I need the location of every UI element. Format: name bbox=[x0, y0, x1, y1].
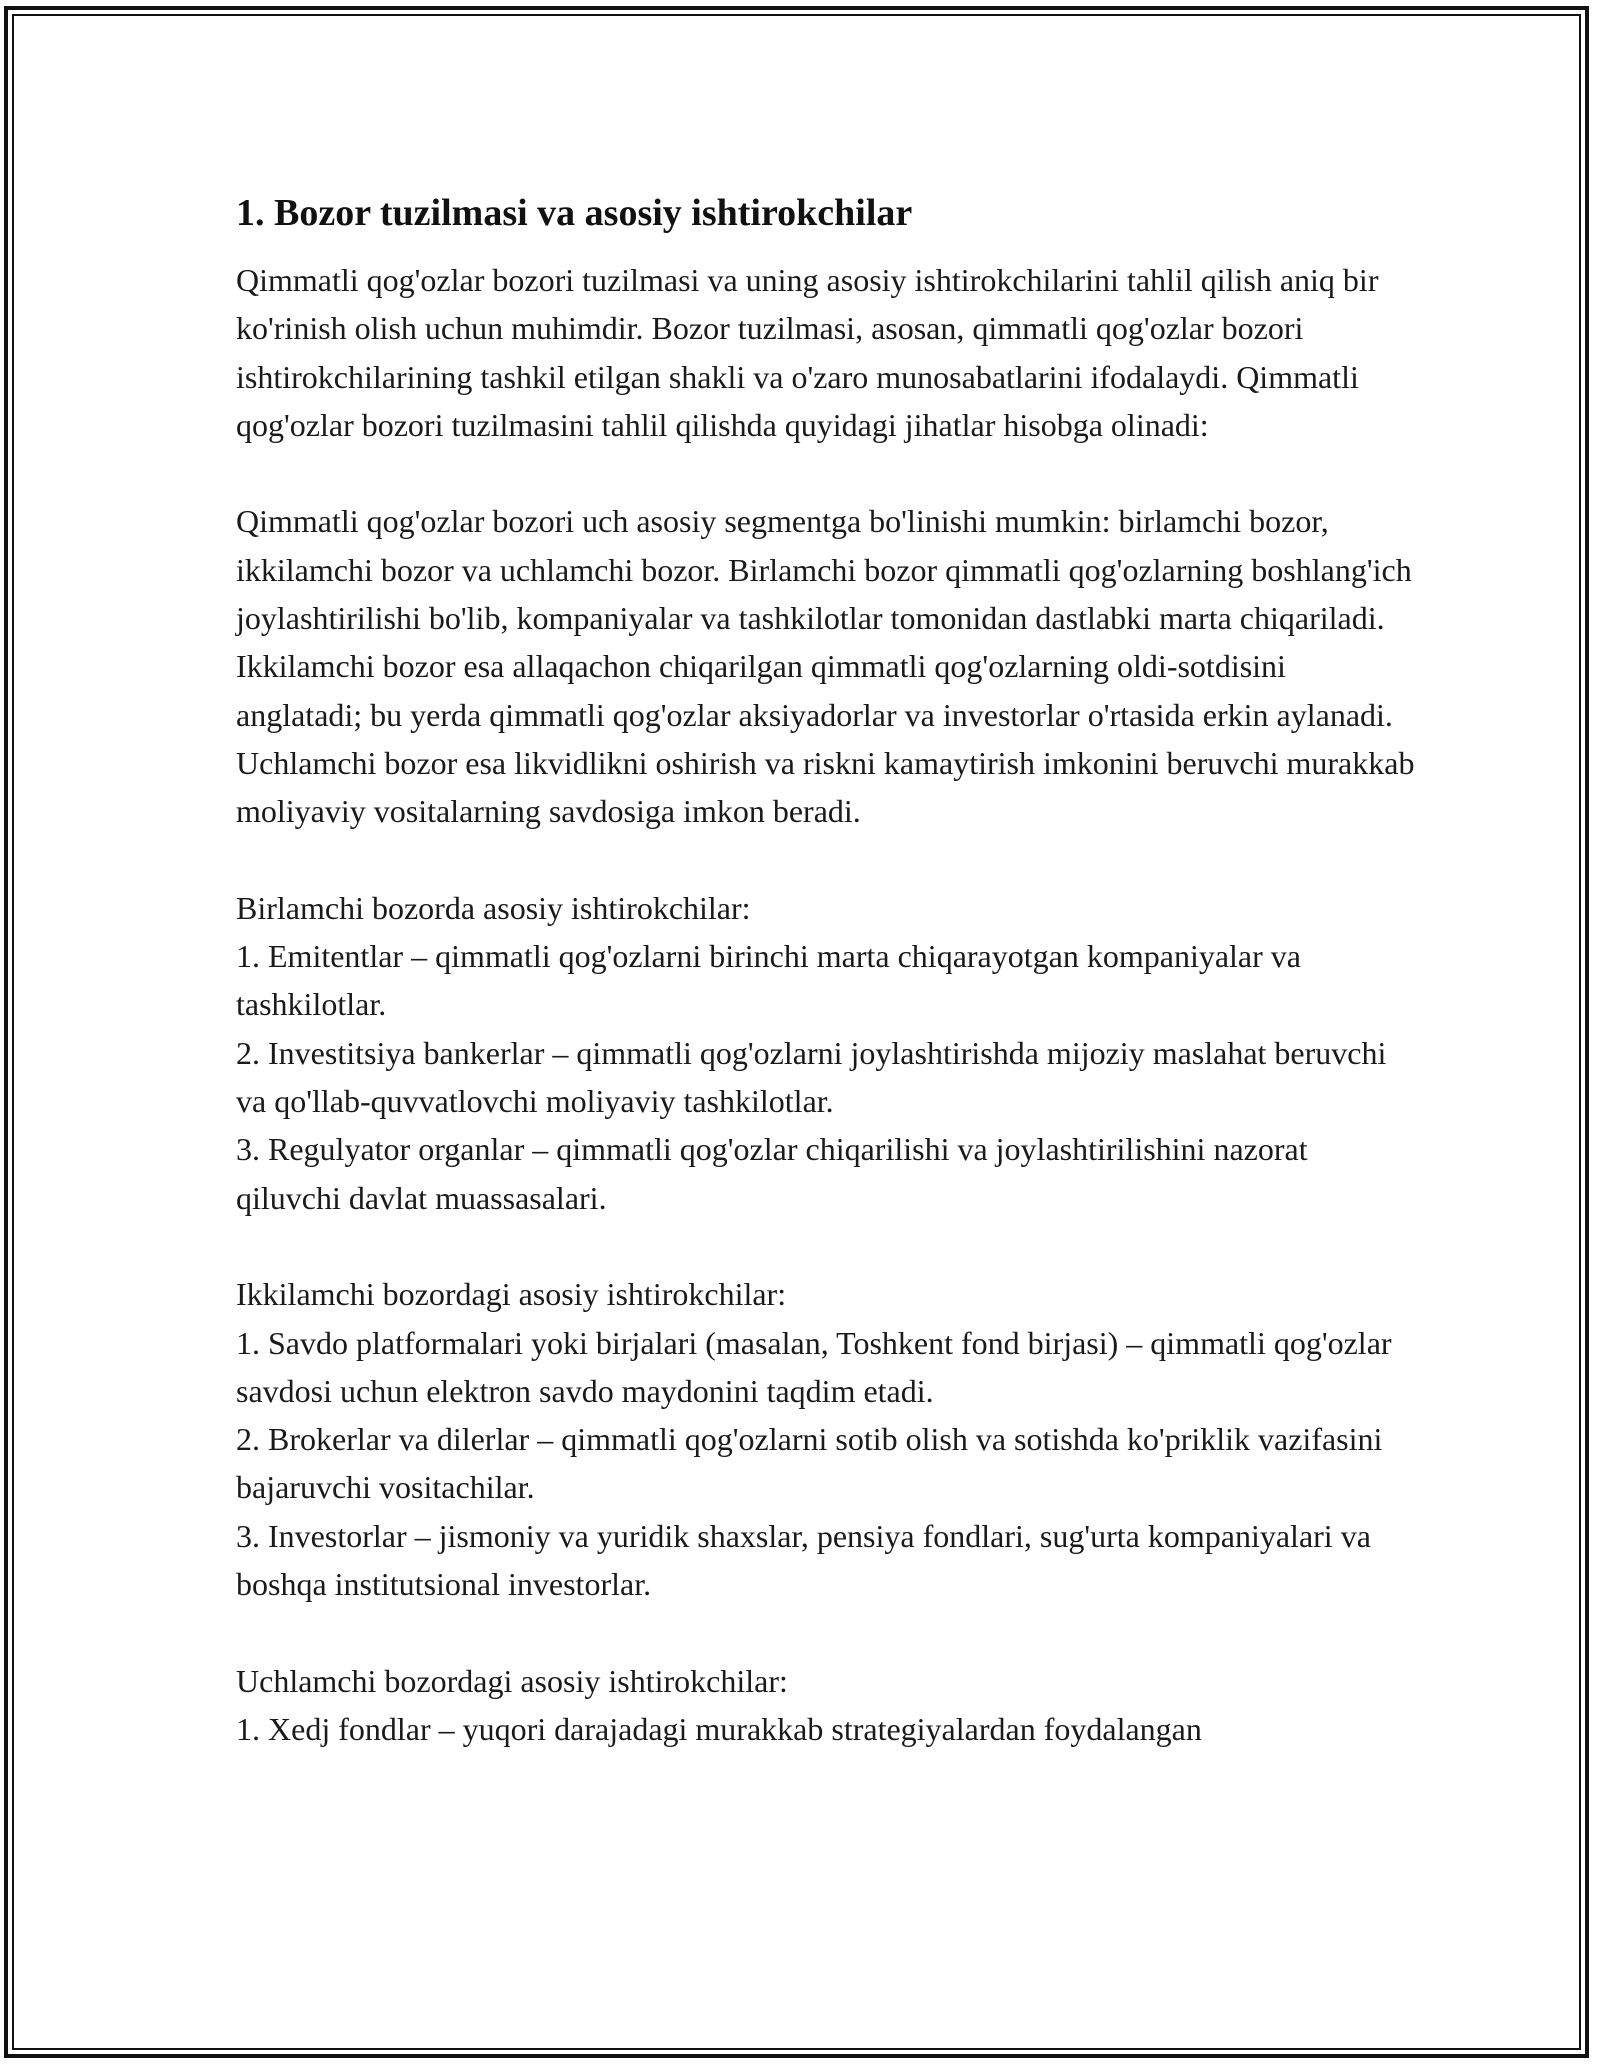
primary-market-item: 2. Investitsiya bankerlar – qimmatli qog'ozlarni joylashtirishda mijoziy maslahat beruvchi va qo'llab-quvvatlovchi moliyaviy tashkilotlar. bbox=[236, 1034, 1387, 1120]
document-body bbox=[236, 186, 1416, 1753]
intro-paragraph: Qimmatli qog'ozlar bozori tuzilmasi va uning asosiy ishtirokchilarini tahlil qilish aniq bir ko'rinish olish uchun muhimdir. Bozor tuzilmasi, asosan, qimmatli qog'ozlar bozori ishtirokchilarining tashkil etilgan shakli va o'zaro munosabatlarini ifodalaydi. Qimmatli qog'ozlar bozori tuzilmasini tahlil qilishda quyidagi jihatlar hisobga olinadi: bbox=[236, 262, 1379, 443]
paragraph-spacer bbox=[236, 1222, 1416, 1270]
paragraph-spacer bbox=[236, 836, 1416, 884]
secondary-market-item: 2. Brokerlar va dilerlar – qimmatli qog'ozlarni sotib olish va sotishda ko'priklik vazifasini bajaruvchi vositachilar. bbox=[236, 1421, 1383, 1506]
tertiary-market-item: 1. Xedj fondlar – yuqori darajadagi murakkab strategiyalardan foydalangan bbox=[236, 1710, 1202, 1747]
paragraph-spacer bbox=[236, 449, 1416, 497]
primary-market-item: 1. Emitentlar – qimmatli qog'ozlarni birinchi marta chiqarayotgan kompaniyalar va tashkilotlar. bbox=[236, 938, 1301, 1023]
paragraph-spacer bbox=[236, 1608, 1416, 1656]
secondary-market-title: Ikkilamchi bozordagi asosiy ishtirokchilar: bbox=[236, 1276, 787, 1313]
secondary-market-item: 3. Investorlar – jismoniy va yuridik shaxslar, pensiya fondlari, sug'urta kompaniyalari va boshqa institutsional investorlar. bbox=[236, 1517, 1371, 1603]
primary-market-item: 3. Regulyator organlar – qimmatli qog'ozlar chiqarilishi va joylashtirilishini nazorat qiluvchi davlat muassasalari. bbox=[236, 1131, 1308, 1216]
segments-paragraph: Qimmatli qog'ozlar bozori uch asosiy segmentga bo'linishi mumkin: birlamchi bozor, ikkilamchi bozor va uchlamchi bozor. Birlamchi bozor qimmatli qog'ozlarning boshlang'ich joylashtirilishi bo'lib, kompaniyalar va tashkilotlar tomonidan dastlabki marta chiqariladi. Ikkilamchi bozor esa allaqachon chiqarilgan qimmatli qog'ozlarning oldi-sotdisini anglatadi; bu yerda qimmatli qog'ozlar aksiyadorlar va investorlar o'rtasida erkin aylanadi. Uchlamchi bozor esa likvidlikni oshirish va riskni kamaytirish imkonini beruvchi murakkab moliyaviy vositalarning savdosiga imkon beradi. bbox=[236, 503, 1415, 830]
primary-market-title: Birlamchi bozorda asosiy ishtirokchilar: bbox=[236, 889, 751, 926]
section-heading: 1. Bozor tuzilmasi va asosiy ishtirokchilar bbox=[236, 192, 913, 234]
secondary-market-item: 1. Savdo platformalari yoki birjalari (masalan, Toshkent fond birjasi) – qimmatli qog'ozlar savdosi uchun elektron savdo maydonini taqdim etadi. bbox=[236, 1324, 1392, 1409]
tertiary-market-title: Uchlamchi bozordagi asosiy ishtirokchilar: bbox=[236, 1662, 788, 1699]
